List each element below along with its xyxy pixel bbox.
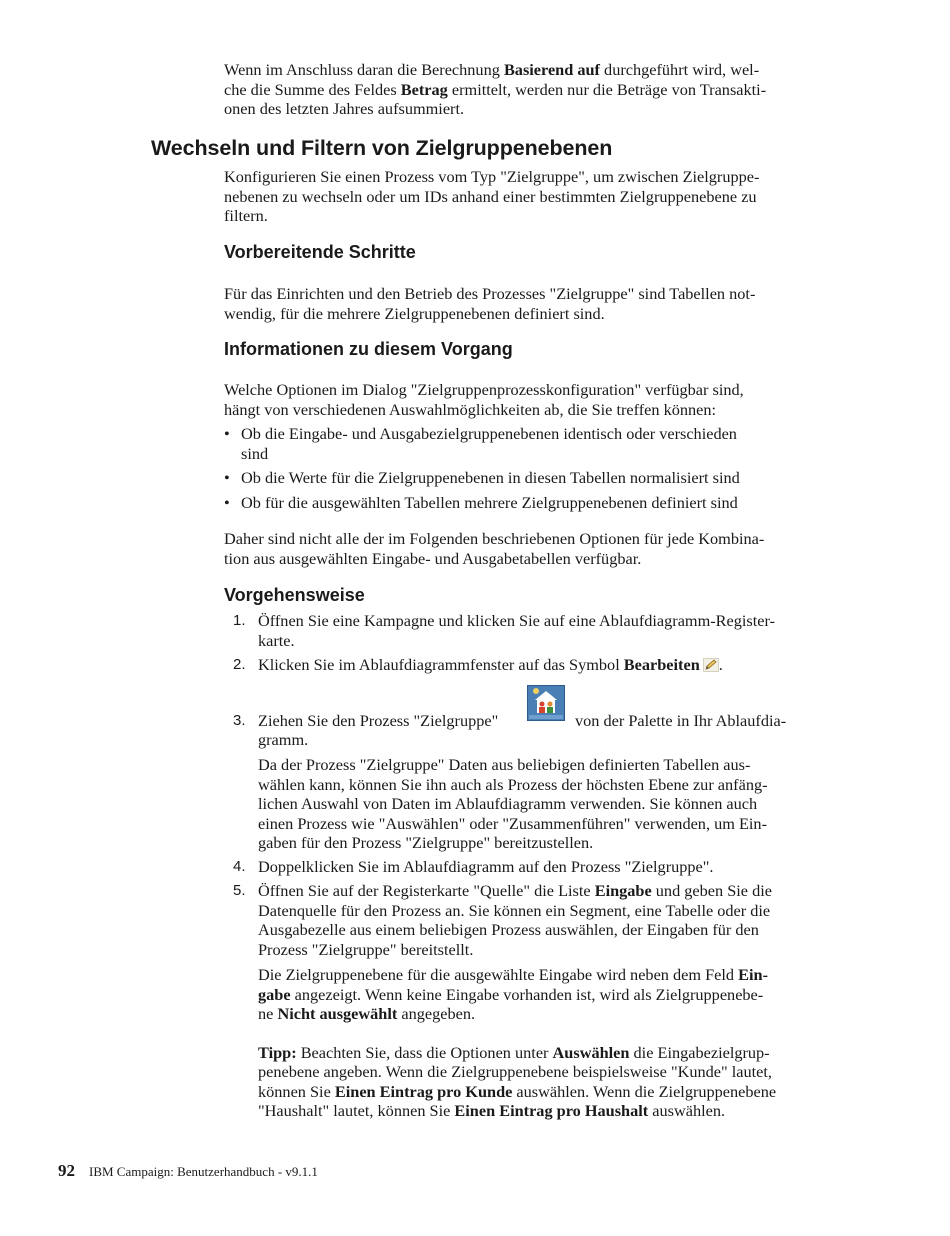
step-1	[224, 611, 844, 650]
tip-text: auswählen.	[648, 1101, 726, 1120]
bullet-text: sind	[241, 443, 269, 463]
tip-text: "Haushalt" lautet, können Sie	[258, 1101, 455, 1120]
tip-bold: Einen Eintrag pro Haushalt	[454, 1101, 649, 1120]
info-body	[224, 380, 834, 419]
note-bold: Nicht ausgewählt	[277, 1004, 398, 1023]
tip-text: auswählen. Wenn die Zielgruppenebene	[512, 1081, 777, 1101]
intro-bold-basierend: Basierend auf	[503, 60, 600, 79]
procedure-heading: Vorgehensweise	[224, 585, 365, 605]
step-number: 3.	[233, 711, 246, 729]
intro-bold-betrag: Betrag	[400, 79, 448, 99]
bullet-dot: •	[224, 468, 230, 487]
note-line: einen Prozess wie "Auswählen" oder "Zusammenführen" verwenden, um Ein-	[258, 813, 767, 833]
prep-section	[224, 242, 834, 263]
tip-bold: Einen Eintrag pro Kunde	[334, 1081, 513, 1101]
step-text: karte.	[258, 630, 295, 650]
step-text: Ziehen Sie den Prozess "Zielgruppe"	[258, 710, 499, 730]
section-intro-line: Konfigurieren Sie einen Prozess vom Typ "Zielgruppe", um zwischen Zielgruppe-	[224, 167, 760, 186]
step-bold-eingabe: Eingabe	[594, 881, 652, 900]
step-text: und geben Sie die	[651, 881, 772, 900]
procedure-section	[224, 585, 834, 606]
info-line: hängt von verschiedenen Auswahlmöglichkeiten ab, die Sie treffen können:	[224, 399, 717, 419]
bullet-item	[224, 493, 834, 513]
intro-text: Wenn im Anschluss daran die Berechnung	[224, 60, 504, 79]
step-text: Ausgabezelle aus einem beliebigen Prozess auswählen, der Eingaben für den	[258, 920, 759, 939]
step-number: 4.	[233, 857, 246, 875]
step-text: Prozess "Zielgruppe" bereitstellt.	[258, 939, 474, 959]
step-2	[224, 655, 844, 675]
prep-line: wendig, für die mehrere Zielgruppenebenen definiert sind.	[224, 303, 605, 323]
step-text: .	[718, 655, 723, 674]
info-closing-line: Daher sind nicht alle der im Folgenden beschriebenen Optionen für jede Kombina-	[224, 529, 765, 548]
intro-text: onen des letzten Jahres aufsummiert.	[224, 99, 465, 118]
section-intro	[224, 167, 834, 226]
step-number: 5.	[233, 882, 246, 899]
intro-text: che die Summe des Feldes	[224, 79, 401, 99]
note-bold: Ein-	[738, 965, 768, 984]
note-text: ne	[258, 1004, 278, 1023]
prep-line: Für das Einrichten und den Betrieb des Prozesses "Zielgruppe" sind Tabellen not-	[224, 284, 756, 303]
step-bold-bearbeiten: Bearbeiten	[623, 655, 700, 674]
bullet-text: Ob für die ausgewählten Tabellen mehrere Zielgruppenebenen definiert sind	[241, 492, 738, 512]
info-bullets	[224, 424, 834, 512]
tip-bold: Auswählen	[552, 1042, 630, 1062]
info-closing	[224, 529, 834, 568]
step-text: Öffnen Sie eine Kampagne und klicken Sie auf eine Ablaufdiagramm-Register-	[258, 611, 776, 630]
tip-label: Tipp:	[258, 1042, 297, 1062]
bullet-text: Ob die Eingabe- und Ausgabezielgruppenebenen identisch oder verschieden	[241, 424, 737, 443]
step-number: 1.	[233, 612, 246, 629]
tip-text: die Eingabezielgrup-	[629, 1042, 770, 1062]
note-text: Die Zielgruppenebene für die ausgewählte Eingabe wird neben dem Feld	[258, 965, 739, 984]
audience-process-icon	[527, 685, 565, 721]
note-line: wählen kann, können Sie ihn auch als Prozess der höchsten Ebene zur anfäng-	[258, 774, 768, 794]
tip-box	[258, 1043, 844, 1121]
tip-text: penebene angeben. Wenn die Zielgruppenebene beispielsweise "Kunde" lautet,	[258, 1062, 772, 1081]
bullet-item	[224, 468, 834, 488]
step-number: 2.	[233, 656, 246, 673]
info-section	[224, 339, 834, 360]
step-text: Klicken Sie im Ablaufdiagrammfenster auf das Symbol	[258, 655, 624, 674]
step-3	[224, 685, 844, 853]
note-text: angegeben.	[397, 1004, 476, 1023]
procedure-steps	[224, 611, 844, 1121]
intro-paragraph	[224, 60, 834, 119]
step-text: Datenquelle für den Prozess an. Sie können ein Segment, eine Tabelle oder die	[258, 900, 771, 920]
note-line: gaben für den Prozess "Zielgruppe" bereitzustellen.	[258, 833, 594, 852]
bullet-dot: •	[224, 492, 230, 512]
section-title: Wechseln und Filtern von Zielgruppenebenen	[151, 136, 613, 160]
page-number: 92	[58, 1161, 75, 1180]
note-text: angezeigt. Wenn keine Eingabe vorhanden ist, wird als Zielgruppenebe-	[290, 984, 764, 1004]
intro-text: ermittelt, werden nur die Beträge von Transakti-	[447, 79, 767, 99]
page-footer	[58, 1161, 318, 1181]
step-text: von der Palette in Ihr Ablaufdia-	[575, 710, 787, 730]
note-line: lichen Auswahl von Daten im Ablaufdiagramm verwenden. Sie können auch	[258, 794, 758, 813]
step-3-note	[258, 755, 844, 853]
info-line: Welche Optionen im Dialog "Zielgruppenprozesskonfiguration" verfügbar sind,	[224, 380, 744, 399]
info-closing-line: tion aus ausgewählten Eingabe- und Ausgabetabellen verfügbar.	[224, 548, 642, 568]
prep-heading: Vorbereitende Schritte	[224, 242, 416, 262]
info-heading: Informationen zu diesem Vorgang	[224, 339, 513, 359]
note-line: Da der Prozess "Zielgruppe" Daten aus beliebigen definierten Tabellen aus-	[258, 755, 751, 774]
prep-body	[224, 284, 834, 323]
bullet-dot: •	[224, 424, 230, 443]
step-text: gramm.	[258, 729, 309, 749]
step-5	[224, 881, 844, 1121]
note-bold: gabe	[258, 984, 291, 1004]
bullet-item	[224, 424, 834, 463]
pencil-edit-icon	[703, 658, 719, 672]
section-intro-line: nebenen zu wechseln oder um IDs anhand einer bestimmten Zielgruppenebene zu	[224, 186, 757, 206]
bullet-text: Ob die Werte für die Zielgruppenebenen in diesen Tabellen normalisiert sind	[241, 468, 740, 487]
step-text: Doppelklicken Sie im Ablaufdiagramm auf den Prozess "Zielgruppe".	[258, 856, 714, 876]
footer-title: IBM Campaign: Benutzerhandbuch - v9.1.1	[89, 1164, 318, 1179]
tip-text: können Sie	[258, 1081, 335, 1101]
tip-text: Beachten Sie, dass die Optionen unter	[296, 1042, 553, 1062]
step-5-note	[258, 965, 844, 1024]
step-text: Öffnen Sie auf der Registerkarte "Quelle" die Liste	[258, 881, 595, 900]
intro-text: durchgeführt wird, wel-	[599, 60, 760, 79]
section-intro-line: filtern.	[224, 206, 268, 225]
step-4	[224, 857, 844, 877]
